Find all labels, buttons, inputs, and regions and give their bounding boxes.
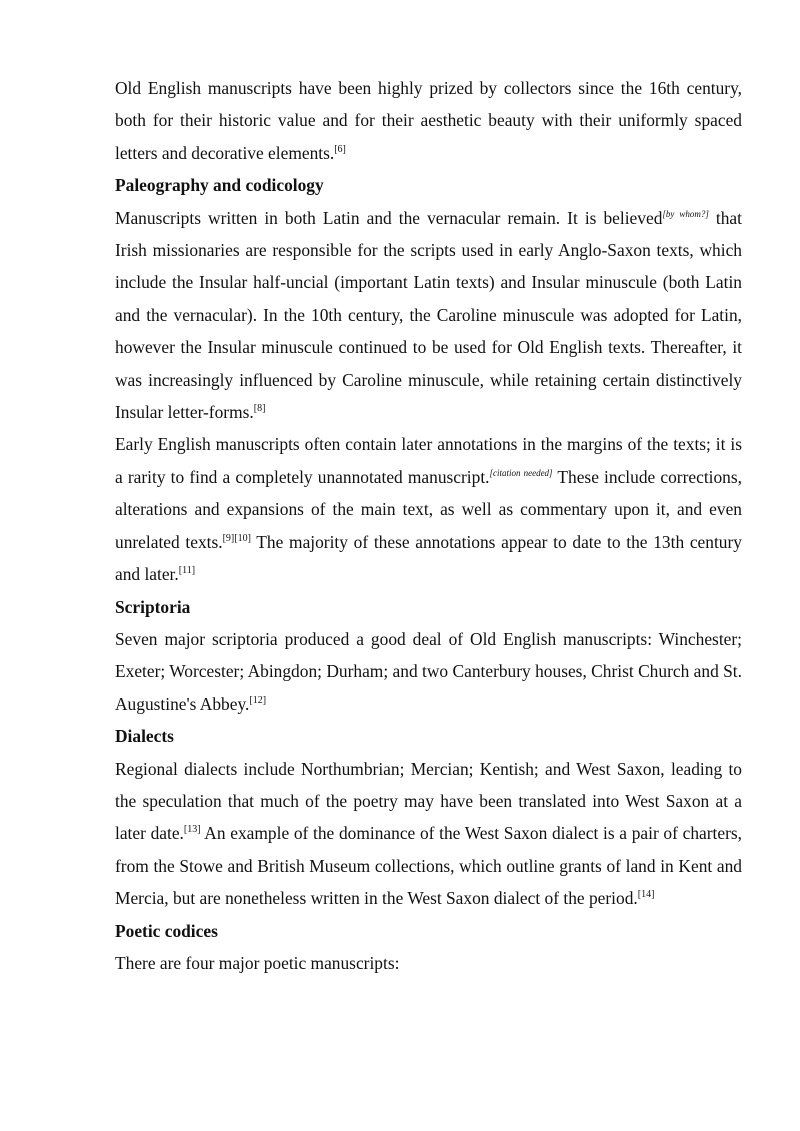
section-heading-dialects: Dialects [115, 726, 174, 747]
paragraph-text: that Irish missionaries are responsible for the scripts used in early Anglo-Saxon texts, which include the Insular half-uncial (important Latin texts) and Insular minuscule (both Latin and the vernacular). In the 10th century, the Caroline minuscule was adopted for Latin, however the Insular minuscule continued to be used for Old English texts. Thereafter, it was increasingly influenced by Caroline minuscule, while retaining certain distinctively Insular letter-forms. [115, 207, 742, 423]
paragraph-text: Seven major scriptoria produced a good deal of Old English manuscripts: Winchester; Exeter; Worcester; Abingdon; Durham; and two Canterbury houses, Christ Church and St. Augustine's Abbey. [115, 628, 742, 714]
poetic-paragraph [115, 947, 742, 979]
section-heading-poetic-codices: Poetic codices [115, 920, 218, 941]
paragraph-text: The majority of these annotations appear to date to the 13th century and later. [115, 531, 742, 585]
intro-text: Old English manuscripts have been highly prized by collectors since the 16th century, both for their historic value and for their aesthetic beauty with their uniformly spaced letters and decorative elements. [115, 78, 742, 163]
citation-ref[interactable]: [14] [637, 889, 655, 901]
paragraph-text: These include corrections, alterations and expansions of the main text, as well as commentary upon it, and even unrelated texts. [115, 466, 742, 552]
citation-ref[interactable]: [6] [334, 143, 346, 155]
paragraph-text: There are four major poetic manuscripts: [115, 952, 400, 973]
section-heading-paleography: Paleography and codicology [115, 175, 324, 196]
document-page [115, 72, 742, 979]
intro-paragraph [115, 72, 742, 169]
paleography-paragraph-2 [115, 428, 742, 590]
paragraph-text: An example of the dominance of the West Saxon dialect is a pair of charters, from the Stowe and British Museum collections, which outline grants of land in Kent and Mercia, but are nonetheless written in the West Saxon dialect of the period. [115, 823, 742, 909]
paleography-paragraph-1 [115, 202, 742, 429]
paragraph-text: Manuscripts written in both Latin and the vernacular remain. It is believed [115, 207, 663, 228]
by-whom-note[interactable]: [by whom?] [662, 208, 709, 219]
citation-ref[interactable]: [11] [178, 565, 196, 577]
citation-ref[interactable]: [12] [249, 694, 267, 706]
citation-needed-note[interactable]: [citation needed] [489, 467, 553, 478]
paragraph-text: Early English manuscripts often contain later annotations in the margins of the texts; it is a rarity to find a completely unannotated manuscript. [115, 434, 742, 487]
scriptoria-paragraph [115, 623, 742, 720]
citation-ref[interactable]: [8] [253, 403, 266, 415]
paragraph-text: Regional dialects include Northumbrian; Mercian; Kentish; and West Saxon, leading to the speculation that much of the poetry may have been translated into West Saxon at a later date. [115, 758, 742, 844]
dialects-paragraph [115, 753, 742, 915]
section-heading-scriptoria: Scriptoria [115, 596, 191, 617]
citation-ref[interactable]: [13] [183, 824, 201, 836]
citation-ref[interactable]: [9][10] [222, 532, 251, 544]
